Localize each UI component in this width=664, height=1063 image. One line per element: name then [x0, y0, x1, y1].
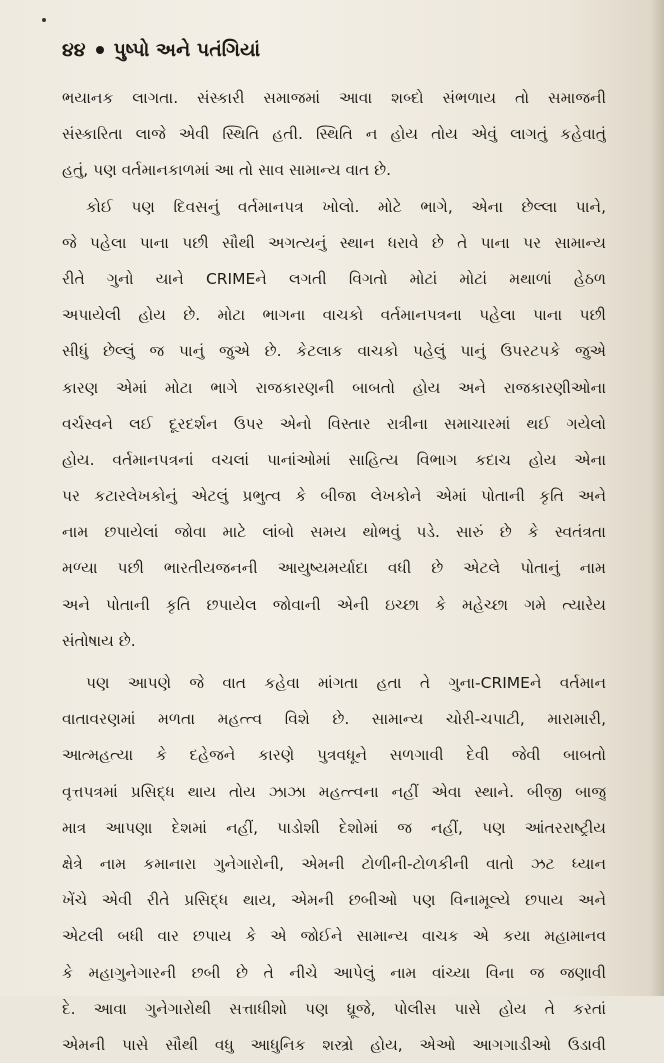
text-line: ક્ષેત્રે નામ કમાનારા ગુનેગારોની, એમની ટોળીની-ટોળકીની વાતો ઝટ ધ્યાન — [62, 854, 606, 873]
text-line: સંસ્કારિતા લાજે એવી સ્થિતિ હતી. સ્થિતિ ન હોય તોય એવું લાગતું કહેવાતું — [62, 125, 606, 144]
text-line: મળ્યા પછી ભારતીયજનની આયુષ્યમર્યાદા વધી છે એટલે પોતાનું નામ — [62, 559, 606, 578]
text-line: હોય. વર્તમાનપત્રનાં વચલાં પાનાંઓમાં સાહિત્ય વિભાગ કદાચ હોય એના — [62, 450, 606, 469]
text-line: એટલી બધી વાર છપાય કે એ જોઈને સામાન્ય વાચક એ કયા મહામાનવ — [62, 927, 606, 946]
text-line: અને પોતાની કૃતિ છપાયેલ જોવાની એની ઇચ્છા કે મહેચ્છા ગમે ત્યારેય — [62, 595, 606, 614]
page-edge-shadow — [650, 0, 664, 996]
text-line: એમની પાસે સૌથી વધુ આધુનિક શસ્ત્રો હોય, એઓ આગગાડીઓ ઉડાવી — [62, 1035, 606, 1054]
running-header — [62, 36, 260, 64]
text-line: પર કટારલેખકોનું એટલું પ્રભુત્વ કે બીજા લેખકોને એમાં પોતાની કૃતિ અને — [62, 487, 606, 506]
text-line: નામ છપાયેલાં જોવા માટે લાંબો સમય થોભવું પડે. સારું છે કે સ્વતંત્રતા — [62, 523, 606, 542]
text-line: સંતોષાય છે. — [62, 631, 136, 650]
text-line: અપાયેલી હોય છે. મોટા ભાગના વાચકો વર્તમાનપત્રના પહેલા પાના પછી — [62, 306, 606, 325]
text-line: ભયાનક લાગતા. સંસ્કારી સમાજમાં આવા શબ્દો સંભળાય તો સમાજની — [62, 89, 606, 107]
text-line: સીધું છેલ્લું જ પાનું જુએ છે. કેટલાક વાચકો પહેલું પાનું ઉપરટપકે જુએ — [62, 342, 606, 361]
book-title: પુષ્પો અને પતંગિયાં — [113, 39, 261, 61]
text-line: કોઈ પણ દિવસનું વર્તમાનપત્ર ખોલો. મોટે ભાગે, એના છેલ્લા પાને, — [86, 197, 606, 216]
text-line: વર્ચસ્વને લઈ દૂરદર્શન ઉપર એનો વિસ્તાર રાત્રીના સમાચારમાં થઈ ગયેલો — [62, 414, 606, 433]
text-line: ખેંચે એવી રીતે પ્રસિદ્ધ થાય, એમની છબીઓ પણ વિનામૂલ્યે છપાય અને — [62, 891, 606, 910]
text-line: વાતાવરણમાં મળતા મહત્ત્વ વિશે છે. સામાન્ય ચોરી-ચપાટી, મારામારી, — [62, 710, 606, 729]
text-line: કે મહાગુનેગારની છબી છે તે નીચે આપેલું નામ વાંચ્યા વિના જ જણાવી — [62, 963, 606, 982]
page-number: ૪૪ — [62, 39, 86, 61]
text-line: રીતે ગુનો યાને CRIMEને લગતી વિગતો મોટાં મોટાં મથાળાં હેઠળ — [62, 269, 606, 288]
text-line: જે પહેલા પાના પછી સૌથી અગત્યનું સ્થાન ધરાવે છે તે પાના પર સામાન્ય — [62, 233, 606, 252]
text-line: હતું, પણ વર્તમાનકાળમાં આ તો સાવ સામાન્ય વાત છે. — [62, 161, 392, 180]
text-line: કારણ એમાં મોટા ભાગે રાજકારણની બાબતો હોય અને રાજકારણીઓના — [62, 378, 606, 397]
text-line: દે. આવા ગુનેગારોથી સત્તાધીશો પણ ધ્રૂજે, પોલીસ પાસે હોય તે કરતાં — [62, 999, 606, 1018]
text-line: વૃત્તપત્રમાં પ્રસિદ્ધ થાય તોય ઝાઝા મહત્ત્વના નહીં એવા સ્થાને. બીજી બાજુ — [62, 782, 606, 801]
text-line: આત્મહત્યા કે દહેજને કારણે પુત્રવધૂને સળગાવી દેવી જેવી બાબતો — [62, 746, 606, 765]
text-line: પણ આપણે જે વાત કહેવા માંગતા હતા તે ગુના-CRIMEને વર્તમાન — [86, 674, 606, 692]
body-text — [62, 80, 606, 1063]
print-dot — [42, 18, 46, 22]
text-line: માત્ર આપણા દેશમાં નહીં, પાડોશી દેશોમાં જ નહીં, પણ આંતરરાષ્ટ્રીય — [62, 818, 606, 837]
bullet-icon — [96, 46, 104, 54]
